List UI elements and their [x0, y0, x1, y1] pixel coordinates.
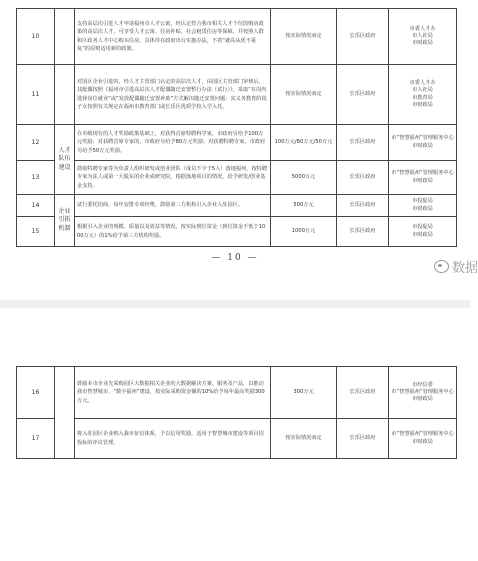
department-cell — [389, 65, 457, 125]
funder-cell: 长乐区政府 — [337, 195, 389, 217]
department-text: 市经信委 市“智慧福州”管理服务中心 市财政局 — [391, 381, 454, 402]
amount-cell: 按实际情况而定 — [271, 419, 337, 459]
amount-cell: 按实际情况而定 — [271, 9, 337, 65]
department-cell — [389, 419, 457, 459]
row-number: 14 — [17, 195, 55, 217]
table-row — [17, 125, 457, 161]
department-cell — [389, 9, 457, 65]
policy-content: 将入驻园区企业纳入我市征信体系，予以信用奖励，适用于智慧城市建设等项目招投标的评议管理。 — [75, 419, 271, 459]
policy-content: 在市级现有的人才奖励政策基础上，对获得首席特聘科学家，市政府另给予100万元奖励；对获聘首席专家的，市政府另给予80万元奖励；对获聘特聘专家，市政府另给予50万元奖励。 — [75, 125, 271, 161]
table-row — [17, 9, 457, 65]
department-text: 市委人才办 市人社局 市教育局 市财政局 — [409, 80, 436, 108]
table-row — [17, 419, 457, 459]
page-number: — 10 — — [211, 253, 259, 263]
amount-cell: 300万元 — [271, 367, 337, 419]
department-cell — [389, 125, 457, 161]
row-number: 11 — [17, 65, 55, 125]
department-text: 市委人才办 市人社局 市财政局 — [409, 25, 436, 46]
row-number: 13 — [17, 161, 55, 195]
department-cell — [389, 195, 457, 217]
document-page-bottom — [0, 308, 470, 561]
category-cell-empty — [55, 367, 75, 459]
amount-cell: 500万元 — [271, 195, 337, 217]
wechat-logo-icon — [434, 260, 449, 273]
department-text: 市“智慧福州”管理服务中心 市财政局 — [391, 170, 454, 184]
row-number: 10 — [17, 9, 55, 65]
category-cell: 企业引拓机制 — [55, 195, 75, 247]
row-number: 12 — [17, 125, 55, 161]
amount-cell: 5000万元 — [271, 161, 337, 195]
funder-cell: 长乐区政府 — [337, 419, 389, 459]
amount-cell: 1000万元 — [271, 217, 337, 247]
funder-cell: 长乐区政府 — [337, 9, 389, 65]
funder-cell: 长乐区政府 — [337, 367, 389, 419]
department-text: 市投促局 市财政局 — [412, 198, 433, 212]
row-number: 15 — [17, 217, 55, 247]
department-text: 市“智慧福州”管理服务中心 市财政局 — [391, 135, 454, 149]
amount-cell: 100万元/80万元/50万元 — [271, 125, 337, 161]
policy-content: 对国区企业引进的，经人才主管部门认定的高层次人才，由国区主管部门审核后，其配偶按照《福州市引进高层次人才配偶随迁安置暂行办法（试行）》，采取“在岗内选择岗位就业”或“发放配偶随迁安置补助”方式解决随迁安置问题；其义务教育阶段子女按照有关规定在福州市教育部门或长乐区优质学校入学入托。 — [75, 65, 271, 125]
row-number: 17 — [17, 419, 55, 459]
category-cell-empty — [55, 65, 75, 125]
watermark — [434, 257, 478, 276]
policy-content: 鼓励特聘专家等为负责人组织研发或创业团队（成员不少于5人）落地福州，按特聘专家为法人或第一大股东的企业或研究院，根据落地项目的情况，给予研发/创业基金支持。 — [75, 161, 271, 195]
department-text: 市投促局 市财政局 — [412, 224, 433, 238]
category-cell: 人才队伍建设 — [55, 125, 75, 195]
page-separator — [0, 300, 470, 308]
department-cell — [389, 217, 457, 247]
table-row — [17, 367, 457, 419]
policy-content: 试行委托招商，每年安排专项经费，鼓励第三方机构引入企业入驻园区。 — [75, 195, 271, 217]
department-cell — [389, 161, 457, 195]
funder-cell: 长乐区政府 — [337, 161, 389, 195]
department-cell — [389, 367, 457, 419]
funder-cell: 长乐区政府 — [337, 125, 389, 161]
policy-content: 鼓励本市企业先采购园区大数据相关企业的大数据解决方案、服务及产品，以推动我市智慧城市、“数字福州”建设，按实际采购资金额的10%给予每年最高奖励300万元。 — [75, 367, 271, 419]
funder-cell: 长乐区政府 — [337, 217, 389, 247]
table-row — [17, 161, 457, 195]
table-row — [17, 195, 457, 217]
row-number: 16 — [17, 367, 55, 419]
amount-cell: 按实际情况而定 — [271, 65, 337, 125]
table-row — [17, 217, 457, 247]
category-cell-empty — [55, 9, 75, 65]
department-text: 市“智慧福州”管理服务中心 市财政局 — [391, 431, 454, 445]
policy-table-bottom — [16, 366, 457, 459]
watermark-text: 数据 — [451, 261, 478, 276]
funder-cell: 长乐区政府 — [337, 65, 389, 125]
table-row — [17, 65, 457, 125]
policy-content: 根据引入企业的规模、质量以及效益等情况，按实际到位资金（到位资金不低于1000万元）的1%给予第三方机构奖励。 — [75, 217, 271, 247]
policy-content: 支持高层次引进人才申请福州市人才公寓，经认定符合我市相关人才个位段购房政策的高层次人才，可享受人才公寓、住房补贴、社会租赁住房等保障，并按照人群和区政务人才中心购买住房。具体待在政府出台实施办法，不着“就高从优不重复”的原则适用新的政策。 — [75, 9, 271, 65]
policy-table-top — [16, 8, 457, 247]
